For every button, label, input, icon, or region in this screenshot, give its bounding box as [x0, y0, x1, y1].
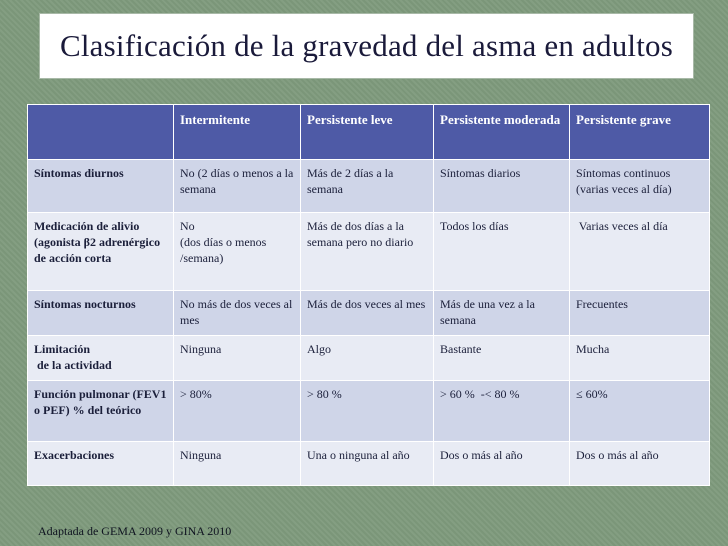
table-cell: > 60 % -< 80 % — [434, 381, 570, 442]
table-cell: Bastante — [434, 336, 570, 381]
header-cell-persistente-grave: Persistente grave — [570, 105, 710, 160]
table-cell: Más de dos veces al mes — [301, 291, 434, 336]
table-cell: Frecuentes — [570, 291, 710, 336]
table-cell: Una o ninguna al año — [301, 442, 434, 486]
table-row — [28, 160, 710, 213]
row-label: Síntomas diurnos — [28, 160, 174, 213]
title-box — [40, 14, 693, 78]
table-cell: Dos o más al año — [434, 442, 570, 486]
header-cell-persistente-leve: Persistente leve — [301, 105, 434, 160]
table-cell: Síntomas continuos (varias veces al día) — [570, 160, 710, 213]
table-row — [28, 336, 710, 381]
table-cell: Algo — [301, 336, 434, 381]
table-cell: Más de dos días a la semana pero no diario — [301, 213, 434, 291]
table-cell: Varias veces al día — [570, 213, 710, 291]
table-cell: > 80% — [174, 381, 301, 442]
table-cell: Ninguna — [174, 442, 301, 486]
table-cell: > 80 % — [301, 381, 434, 442]
table-cell: No más de dos veces al mes — [174, 291, 301, 336]
table-cell: Mucha — [570, 336, 710, 381]
table-cell: No (dos días o menos /semana) — [174, 213, 301, 291]
row-label: Síntomas nocturnos — [28, 291, 174, 336]
row-label: Limitación de la actividad — [28, 336, 174, 381]
table-cell: Todos los días — [434, 213, 570, 291]
table-row — [28, 381, 710, 442]
header-cell-persistente-moderada: Persistente moderada — [434, 105, 570, 160]
row-label: Exacerbaciones — [28, 442, 174, 486]
table-cell: Síntomas diarios — [434, 160, 570, 213]
table-row — [28, 291, 710, 336]
header-cell-empty — [28, 105, 174, 160]
table-header-row — [28, 105, 710, 160]
table-cell: Más de 2 días a la semana — [301, 160, 434, 213]
asthma-severity-table — [27, 104, 710, 486]
row-label: Función pulmonar (FEV1 o PEF) % del teórico — [28, 381, 174, 442]
table-cell: Más de una vez a la semana — [434, 291, 570, 336]
table-cell: ≤ 60% — [570, 381, 710, 442]
table-row — [28, 213, 710, 291]
table-cell: Dos o más al año — [570, 442, 710, 486]
slide-title: Clasificación de la gravedad del asma en adultos — [59, 28, 673, 63]
row-label: Medicación de alivio (agonista β2 adrenérgico de acción corta — [28, 213, 174, 291]
table-row — [28, 442, 710, 486]
table-cell: No (2 días o menos a la semana — [174, 160, 301, 213]
table-cell: Ninguna — [174, 336, 301, 381]
header-cell-intermitente: Intermitente — [174, 105, 301, 160]
source-note: Adaptada de GEMA 2009 y GINA 2010 — [38, 524, 232, 538]
